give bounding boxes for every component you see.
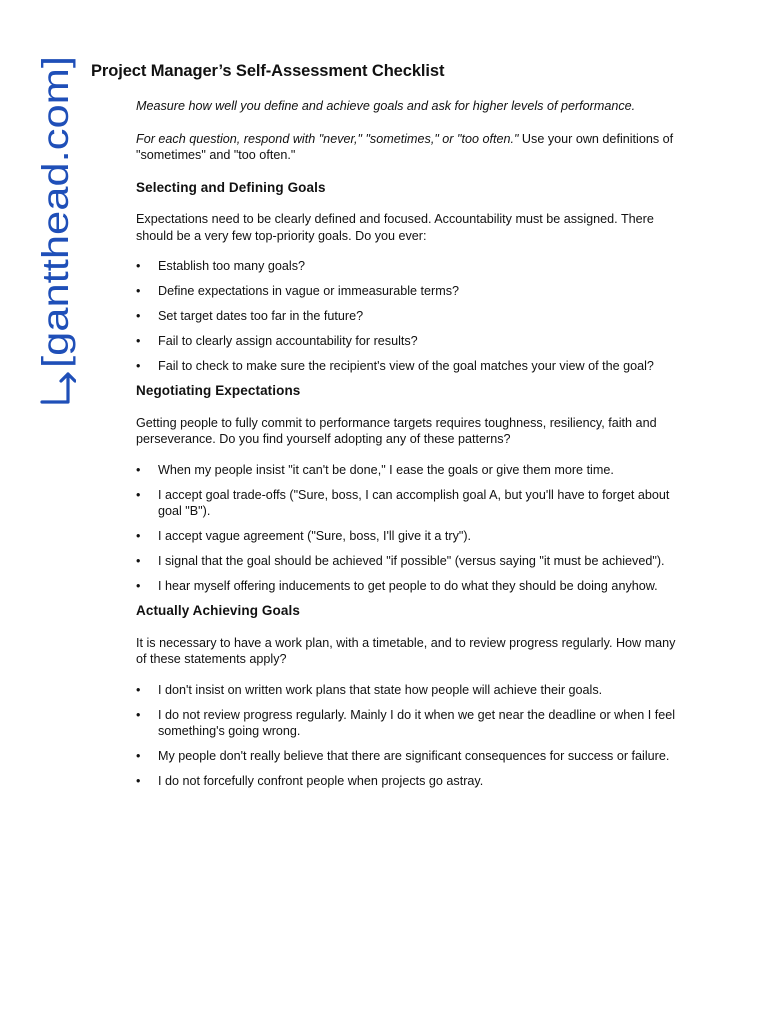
section-heading: Negotiating Expectations [136, 383, 301, 398]
checklist-item [136, 358, 681, 375]
checklist-item-text: I hear myself offering inducements to get people to do what they should be doing anyhow. [158, 579, 658, 593]
checklist-item-text: When my people insist "it can't be done," I ease the goals or give them more time. [158, 462, 614, 477]
bullet-icon: • [136, 309, 141, 323]
checklist-item [136, 258, 681, 275]
intro-text: Measure how well you define and achieve goals and ask for higher levels of performance. [136, 99, 636, 113]
checklist-item-text: I signal that the goal should be achieved "if possible" (versus saying "it must be achieved"). [158, 554, 665, 568]
bullet-icon: • [136, 259, 141, 273]
svg-text:[gantthead.com]: [gantthead.com] [35, 102, 76, 368]
checklist-item [136, 333, 681, 350]
checklist-item [136, 707, 681, 740]
checklist-item [136, 748, 681, 765]
checklist-item-text: Define expectations in vague or immeasurable terms? [158, 284, 460, 298]
instructions-text [136, 131, 681, 164]
checklist [136, 462, 681, 595]
checklist-item-text: I accept vague agreement ("Sure, boss, I'll give it a try"). [158, 529, 472, 543]
bullet-icon: • [136, 554, 141, 568]
checklist-item [136, 462, 681, 479]
bullet-icon: • [136, 334, 141, 348]
bullet-icon: • [136, 774, 141, 788]
instructions-italic: For each question, respond with "never," "sometimes," or "too often." [136, 131, 519, 146]
checklist-item-text: Set target dates too far in the future? [158, 309, 364, 323]
bullet-icon: • [136, 749, 141, 763]
checklist-item-text: My people don't really believe that there are significant consequences for success or failure. [158, 749, 670, 763]
bullet-icon: • [136, 487, 141, 502]
checklist-sections [136, 180, 681, 790]
checklist-item-text: Fail to clearly assign accountability for results? [158, 334, 418, 348]
checklist-item-text: Establish too many goals? [158, 259, 306, 273]
bullet-icon: • [136, 707, 141, 722]
checklist-item-text: I accept goal trade-offs ("Sure, boss, I can accomplish goal A, but you'll have to forget about goal "B"). [158, 487, 670, 518]
checklist-item [136, 578, 681, 595]
bullet-icon: • [136, 529, 141, 543]
checklist-item [136, 553, 681, 570]
checklist [136, 258, 681, 375]
checklist-item-text: Fail to check to make sure the recipient's view of the goal matches your view of the goal? [158, 359, 654, 373]
section-heading: Actually Achieving Goals [136, 603, 300, 618]
checklist-item [136, 682, 681, 699]
checklist-item-text: I don't insist on written work plans that state how people will achieve their goals. [158, 682, 603, 697]
section-description: Getting people to fully commit to performance targets requires toughness, resiliency, faith and perseverance. Do you find yourself adopting any of these patterns? [136, 415, 657, 446]
checklist-item [136, 773, 681, 790]
checklist-item-text: I do not forcefully confront people when projects go astray. [158, 774, 484, 788]
bullet-icon: • [136, 579, 141, 593]
bullet-icon: • [136, 462, 141, 477]
checklist-item [136, 528, 681, 545]
section-description: It is necessary to have a work plan, with a timetable, and to review progress regularly. How many of these statements apply? [136, 635, 676, 666]
document-body [136, 98, 681, 798]
gantthead-logo [28, 52, 76, 408]
checklist-item [136, 487, 681, 520]
checklist [136, 682, 681, 790]
checklist-item [136, 308, 681, 325]
section-description: Expectations need to be clearly defined and focused. Accountability must be assigned. There should be a very few top-priority goals. Do you ever: [136, 212, 654, 243]
bullet-icon: • [136, 284, 141, 298]
bullet-icon: • [136, 359, 141, 373]
section-heading: Selecting and Defining Goals [136, 179, 326, 195]
checklist-item [136, 283, 681, 300]
page-title: Project Manager’s Self-Assessment Checklist [91, 62, 445, 80]
bullet-icon: • [136, 682, 141, 697]
instructions-regular: Use your own definitions of "sometimes" and "too often." [136, 131, 674, 162]
checklist-item-text: I do not review progress regularly. Mainly I do it when we get near the deadline or when I feel something's going wrong. [158, 707, 676, 738]
gantthead-logo-graphic [28, 52, 76, 408]
